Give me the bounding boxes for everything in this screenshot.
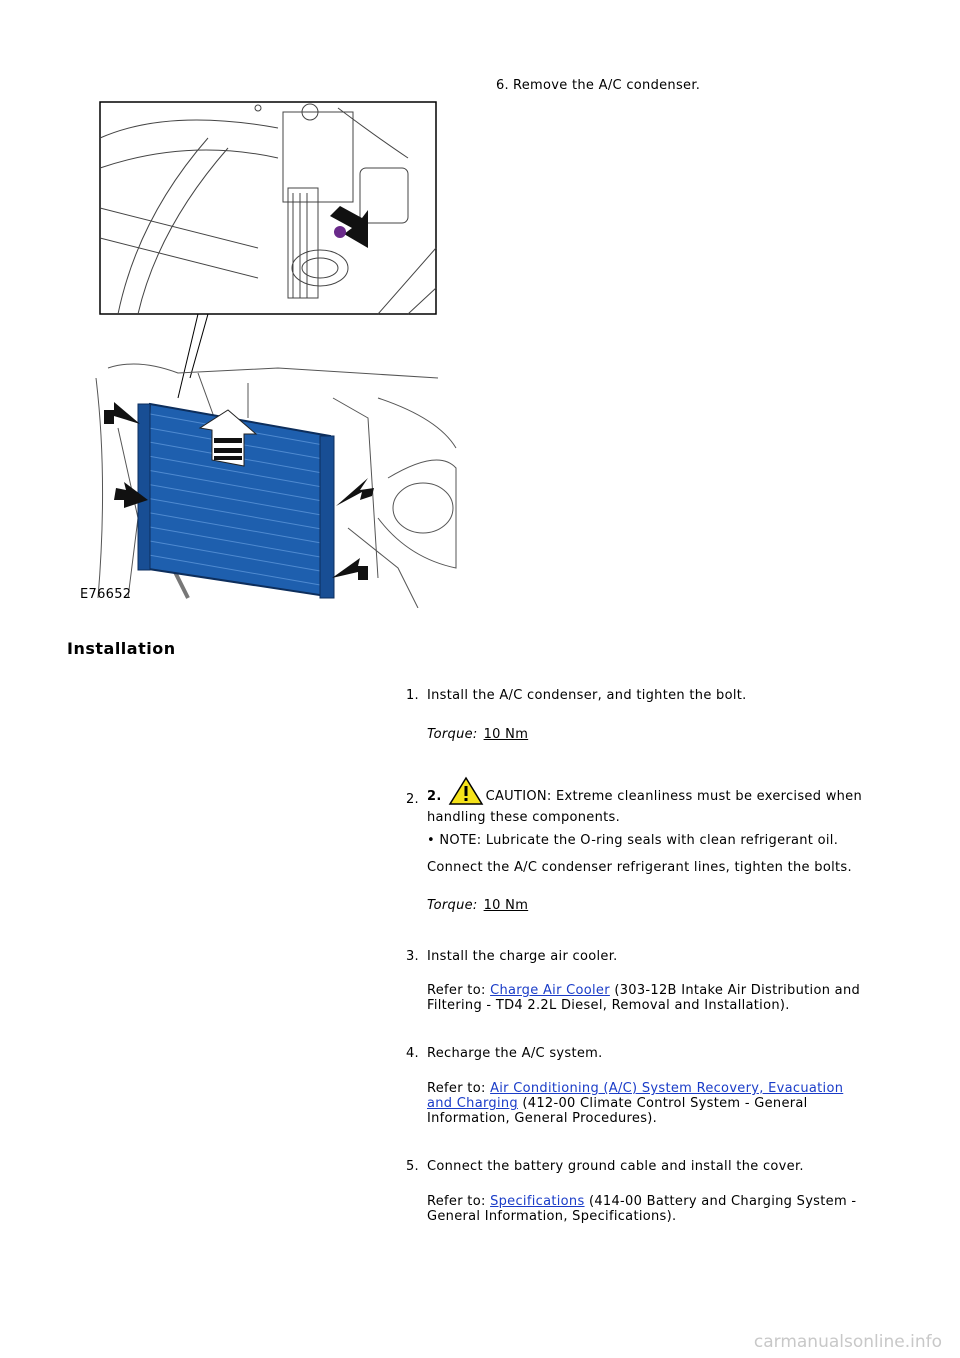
bolt-arrow-right-mid [336,478,374,506]
torque-value: 10 Nm [483,898,529,913]
reference-detail: (414-00 Battery and Charging System - General Information, Specifications). [427,1194,857,1224]
install-step-5-text: Connect the battery ground cable and install the cover. [427,1159,804,1174]
install-step-2-torque [427,898,867,913]
step-6-number: 6. [495,78,509,93]
refer-to-label: Refer to: [427,1194,486,1209]
install-step-2-number: 2. [405,792,419,807]
watermark: carmanualsonline.info [753,1332,942,1352]
install-step-1-torque [427,727,867,742]
torque-value: 10 Nm [483,727,529,742]
refer-to-label: Refer to: [427,983,486,998]
detail-inset [100,102,436,314]
warning-triangle-icon [448,776,484,810]
install-step-4-number: 4. [405,1046,419,1061]
bolt-arrow-left-top [104,402,140,424]
torque-label: Torque: [427,727,478,742]
refer-to-label: Refer to: [427,1081,486,1096]
installation-heading: Installation [67,639,176,658]
install-step-3-reference [427,983,867,1013]
condenser-illustration [78,98,458,608]
install-step-1-number: 1. [405,688,419,703]
install-step-2-caution [427,776,867,825]
specifications-link[interactable]: Specifications [490,1194,585,1209]
install-step-3-text: Install the charge air cooler. [427,949,618,964]
reference-detail: (303-12B Intake Air Distribution and Filtering - TD4 2.2L Diesel, Removal and Installation). [427,983,861,1013]
install-step-3-number: 3. [405,949,419,964]
reference-detail: (412-00 Climate Control System - General Information, General Procedures). [427,1096,808,1126]
figure-id-label: E76652 [80,587,132,602]
step-6-text: Remove the A/C condenser. [513,78,701,93]
install-step-5-reference [427,1194,867,1224]
install-step-2-note: • NOTE: Lubricate the O-ring seals with clean refrigerant oil. [427,833,839,848]
ac-system-recovery-link[interactable]: Air Conditioning (A/C) System Recovery, Evacuation and Charging [427,1081,844,1111]
caution-step-prefix: 2. [427,789,442,804]
charge-air-cooler-link[interactable]: Charge Air Cooler [490,983,610,998]
bolt-arrow-right-bottom [332,558,368,580]
caution-text: CAUTION: Extreme cleanliness must be exercised when handling these components. [427,789,863,825]
install-step-1-text: Install the A/C condenser, and tighten the bolt. [427,688,747,703]
torque-label: Torque: [427,898,478,913]
install-step-5-number: 5. [405,1159,419,1174]
install-step-4-reference [427,1081,867,1126]
install-step-4-text: Recharge the A/C system. [427,1046,603,1061]
install-step-2-text: Connect the A/C condenser refrigerant lines, tighten the bolts. [427,860,852,875]
